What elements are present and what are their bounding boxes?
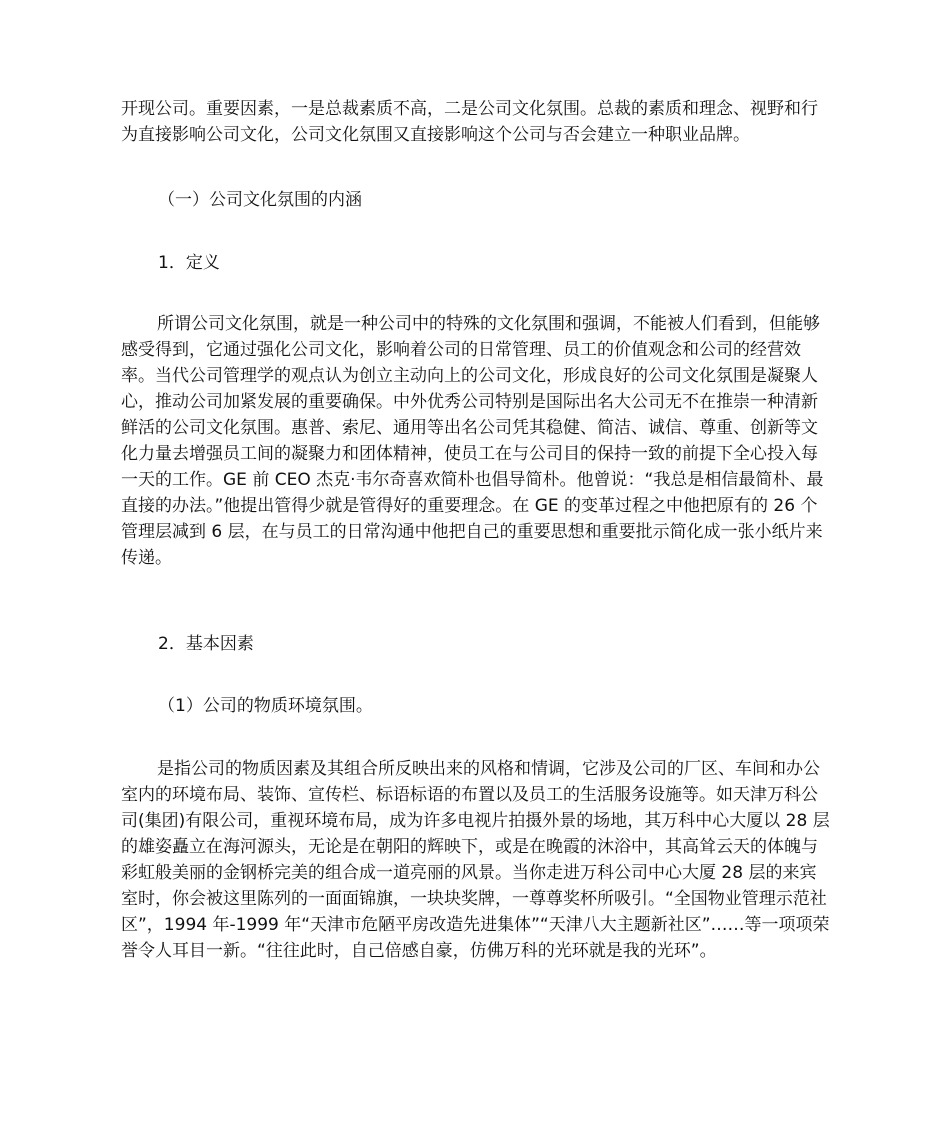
section-heading: （一）公司文化氛围的内涵 [158, 190, 362, 210]
intro-paragraph: 开现公司。重要因素，一是总裁素质不高，二是公司文化氛围。总裁的素质和理念、视野和行为直接影响公司文化，公司文化氛围又直接影响这个公司与否会建立一种职业品牌。 [121, 99, 818, 145]
physical-environment-paragraph: 是指公司的物质因素及其组合所反映出来的风格和情调，它涉及公司的厂区、车间和办公室内的环境布局、装饰、宣传栏、标语标语的布置以及员工的生活服务设施等。如天津万科公司(集团)有限公司，重视环境布局，成为许多电视片拍摄外景的场地，其万科中心大厦以 28 层的雄姿矗立在海河源头，无论是在朝阳的辉映下，或是在晚霞的沐浴中，其高耸云天的体魄与彩虹般美丽的金钢桥完美的组合成一道亮丽的风景。当你走进万科公司中心大厦 28 层的来宾室时，你会被这里陈列的一面面锦旗，一块块奖牌，一尊尊奖杯所吸引。“全国物业管理示范社区”，1994 年-1999 年“天津市危陋平房改造先进集体”“天津八大主题新社区”……等一项项荣誉令人耳目一新。“往往此时，自己倍感自豪，仿佛万科的光环就是我的光环”。 [121, 759, 830, 961]
definition-paragraph: 所谓公司文化氛围，就是一种公司中的特殊的文化氛围和强调，不能被人们看到，但能够感受得到，它通过强化公司文化，影响着公司的日常管理、员工的价值观念和公司的经营效率。当代公司管理学的观点认为创立主动向上的公司文化，形成良好的公司文化氛围是凝聚人心，推动公司加紧发展的重要确保。中外优秀公司特别是国际出名大公司无不在推崇一种清新鲜活的公司文化氛围。惠普、索尼、通用等出名公司凭其稳健、简洁、诚信、尊重、创新等文化力量去增强员工间的凝聚力和团体精神，使员工在与公司目的保持一致的前提下全心投入每一天的工作。GE 前 CEO 杰克·韦尔奇喜欢简朴也倡导简朴。他曾说：“我总是相信最简朴、最直接的办法。”他提出管得少就是管得好的重要理念。在 GE 的变革过程之中他把原有的 26 个管理层减到 6 层，在与员工的日常沟通中他把自己的重要思想和重要批示简化成一张小纸片来传递。 [121, 314, 824, 568]
subheading-factors: 2．基本因素 [158, 634, 254, 654]
subheading-definition: 1．定义 [158, 253, 220, 273]
subheading-physical-environment: （1）公司的物质环境氛围。 [158, 696, 373, 716]
